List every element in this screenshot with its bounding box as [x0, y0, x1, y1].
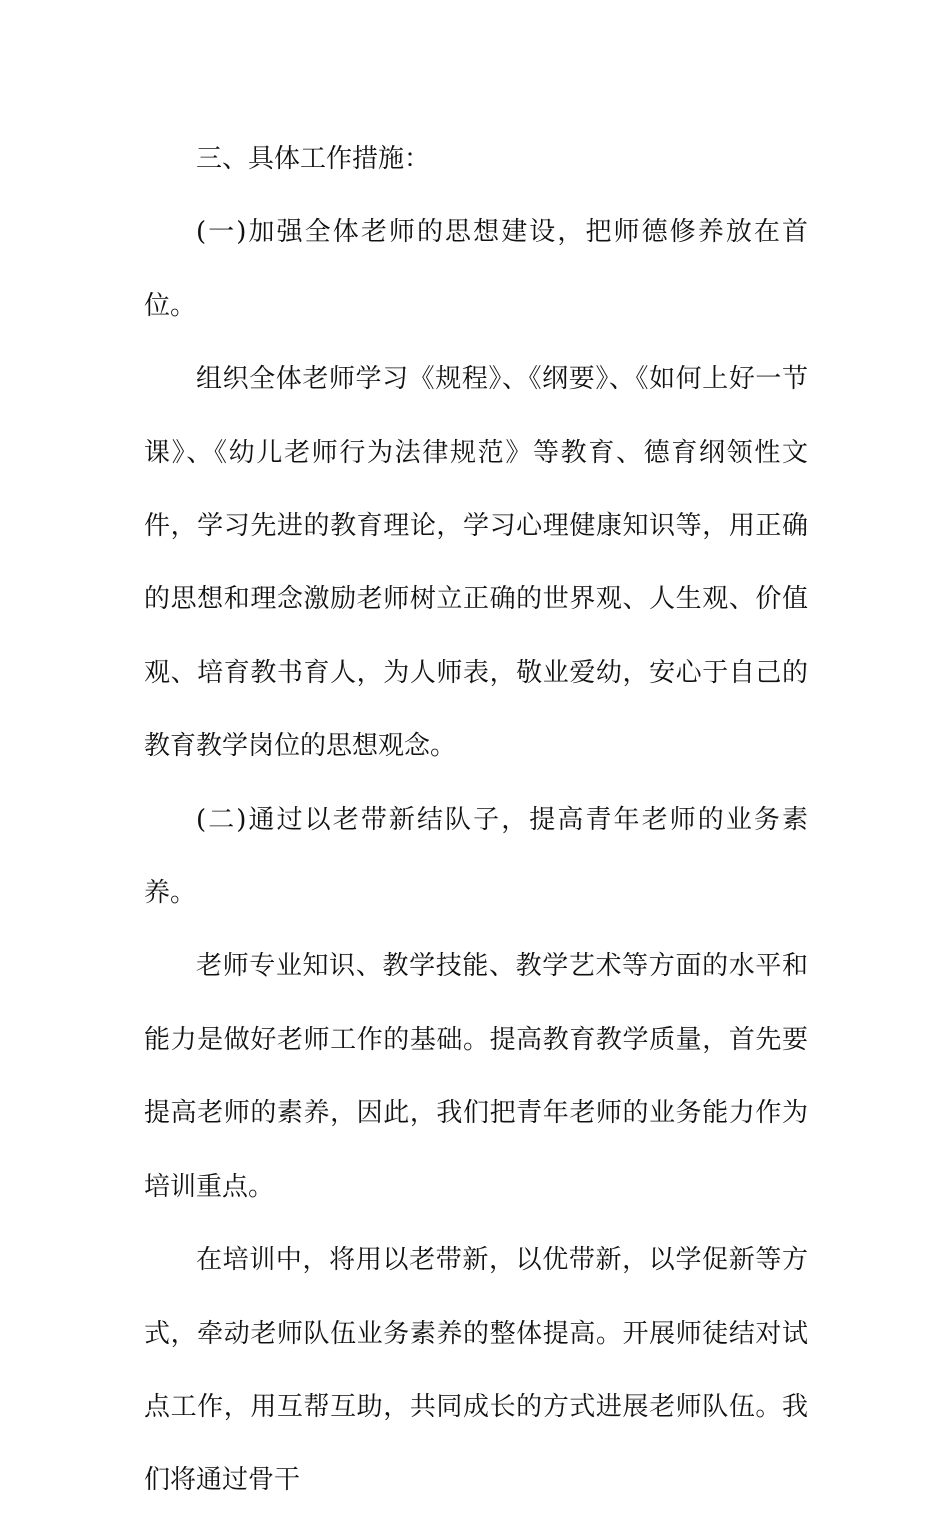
paragraph-3: (二)通过以老带新结队子，提高青年老师的业务素养。 — [144, 804, 808, 909]
section-heading: 三、具体工作措施： — [196, 144, 431, 174]
paragraph-5: 在培训中，将用以老带新，以优带新，以学促新等方式，牵动老师队伍业务素养的整体提高。开展师徒结对试点工作，用互帮互助，共同成长的方式进展老师队伍。我们将通过骨干 — [144, 1245, 808, 1496]
paragraph-1: (一)加强全体老师的思想建设，把师德修养放在首位。 — [144, 217, 808, 321]
paragraph-4: 老师专业知识、教学技能、教学艺术等方面的水平和能力是做好老师工作的基础。提高教育教学质量，首先要提高老师的素养，因此，我们把青年老师的业务能力作为培训重点。 — [144, 951, 808, 1202]
paragraph-2: 组织全体老师学习《规程》、《纲要》、《如何上好一节课》、《幼儿老师行为法律规范》等教育、德育纲领性文件，学习先进的教育理论，学习心理健康知识等，用正确的思想和理念激励老师树立正确的世界观、人生观、价值观、培育教书育人，为人师表，敬业爱幼，安心于自己的教育教学岗位的思想观念。 — [144, 364, 808, 762]
document-body — [144, 123, 808, 1518]
